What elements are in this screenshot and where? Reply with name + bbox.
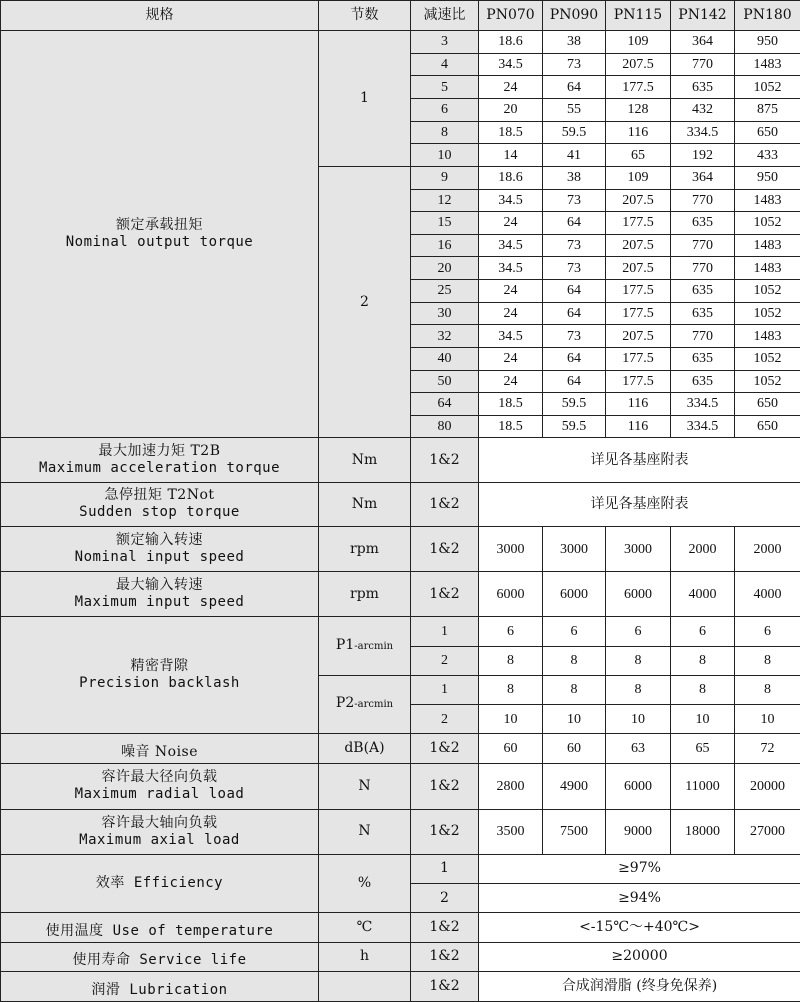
- header-model-pn070: PN070: [479, 1, 543, 31]
- max-accel-label: [1, 438, 319, 482]
- backlash-value-pn142: 10: [671, 704, 735, 733]
- backlash-value-pn090: 8: [543, 675, 606, 704]
- torque-value-pn180: 950: [735, 166, 800, 189]
- radial-load-value-pn180: 20000: [735, 764, 800, 809]
- lubrication-stage: 1&2: [411, 971, 479, 1001]
- label-cn: 最大输入转速: [116, 577, 203, 594]
- torque-value-pn142: 635: [671, 76, 735, 99]
- label-cn: 容许最大轴向负载: [101, 814, 218, 831]
- torque-value-pn180: 1483: [735, 257, 800, 280]
- max-accel-value: 详见各基座附表: [479, 438, 800, 482]
- torque-value-pn115: 177.5: [606, 280, 671, 303]
- radial-load-value-pn070: 2800: [479, 764, 543, 809]
- axial-load-stage: 1&2: [411, 809, 479, 854]
- torque-value-pn180: 1483: [735, 53, 800, 76]
- backlash-value-pn090: 10: [543, 704, 606, 733]
- torque-value-pn070: 18.5: [479, 121, 543, 144]
- ratio-cell: 5: [411, 76, 479, 99]
- backlash-label: [1, 617, 319, 734]
- temperature-label-text: 使用温度 Use of temperature: [45, 923, 274, 940]
- radial-load-label: [1, 764, 319, 809]
- backlash-value-pn115: 6: [606, 617, 671, 646]
- torque-value-pn142: 635: [671, 280, 735, 303]
- torque-value-pn090: 64: [543, 212, 606, 235]
- torque-value-pn142: 635: [671, 370, 735, 393]
- lubrication-label: [1, 971, 319, 1001]
- torque-value-pn070: 24: [479, 347, 543, 370]
- efficiency-unit: %: [319, 854, 411, 912]
- torque-value-pn142: 334.5: [671, 393, 735, 416]
- stage-2-label: 2: [319, 166, 411, 438]
- ratio-cell: 6: [411, 99, 479, 122]
- torque-value-pn142: 770: [671, 234, 735, 257]
- torque-value-pn090: 64: [543, 370, 606, 393]
- torque-value-pn115: 116: [606, 121, 671, 144]
- backlash-value-pn070: 8: [479, 675, 543, 704]
- torque-value-pn180: 1052: [735, 370, 800, 393]
- torque-value-pn090: 64: [543, 280, 606, 303]
- torque-value-pn115: 207.5: [606, 189, 671, 212]
- ratio-cell: 10: [411, 144, 479, 167]
- backlash-value-pn115: 8: [606, 646, 671, 675]
- torque-value-pn090: 73: [543, 325, 606, 348]
- label-en: Precision backlash: [79, 675, 240, 692]
- torque-value-pn142: 432: [671, 99, 735, 122]
- torque-value-pn142: 364: [671, 166, 735, 189]
- service-life-label-text: 使用寿命 Service life: [72, 951, 247, 968]
- torque-value-pn070: 18.5: [479, 415, 543, 438]
- torque-value-pn090: 59.5: [543, 121, 606, 144]
- axial-load-unit: N: [319, 809, 411, 854]
- radial-load-stage: 1&2: [411, 764, 479, 809]
- torque-value-pn142: 635: [671, 212, 735, 235]
- backlash-unit: -arcmin: [354, 699, 394, 711]
- torque-value-pn115: 116: [606, 415, 671, 438]
- temperature-stage: 1&2: [411, 913, 479, 943]
- backlash-value-pn090: 8: [543, 646, 606, 675]
- torque-value-pn142: 334.5: [671, 415, 735, 438]
- radial-load-row: [1, 764, 800, 809]
- torque-value-pn070: 24: [479, 76, 543, 99]
- nominal-torque-label: [1, 31, 319, 438]
- torque-value-pn090: 73: [543, 53, 606, 76]
- backlash-value-pn070: 8: [479, 646, 543, 675]
- axial-load-row: [1, 809, 800, 854]
- torque-value-pn115: 109: [606, 166, 671, 189]
- torque-value-pn142: 635: [671, 302, 735, 325]
- nominal-speed-stage: 1&2: [411, 526, 479, 571]
- ratio-cell: 30: [411, 302, 479, 325]
- noise-unit: dB(A): [319, 734, 411, 764]
- torque-value-pn070: 20: [479, 99, 543, 122]
- backlash-value-pn142: 6: [671, 617, 735, 646]
- header-model-pn115: PN115: [606, 1, 671, 31]
- nominal-speed-value-pn142: 2000: [671, 526, 735, 571]
- lubrication-unit: [319, 971, 411, 1001]
- max-speed-label: [1, 572, 319, 617]
- ratio-cell: 40: [411, 347, 479, 370]
- torque-value-pn180: 1483: [735, 189, 800, 212]
- stage-1-label: 1: [319, 31, 411, 167]
- torque-value-pn180: 433: [735, 144, 800, 167]
- torque-value-pn090: 73: [543, 257, 606, 280]
- ratio-cell: 50: [411, 370, 479, 393]
- backlash-unit: -arcmin: [354, 641, 394, 653]
- axial-load-value-pn090: 7500: [543, 809, 606, 854]
- ratio-cell: 15: [411, 212, 479, 235]
- ratio-cell: 64: [411, 393, 479, 416]
- backlash-value-pn115: 8: [606, 675, 671, 704]
- ratio-cell: 80: [411, 415, 479, 438]
- torque-value-pn090: 73: [543, 189, 606, 212]
- label-cn: 急停扭矩 T2Not: [104, 487, 215, 504]
- torque-value-pn070: 24: [479, 370, 543, 393]
- nominal-speed-unit: rpm: [319, 526, 411, 571]
- ratio-cell: 12: [411, 189, 479, 212]
- efficiency-row: [1, 854, 800, 883]
- efficiency-stage-2: 2: [411, 884, 479, 913]
- temperature-unit: ℃: [319, 913, 411, 943]
- torque-value-pn180: 650: [735, 393, 800, 416]
- axial-load-value-pn142: 18000: [671, 809, 735, 854]
- torque-value-pn115: 177.5: [606, 347, 671, 370]
- label-cn: 额定承载扭矩: [116, 217, 203, 234]
- backlash-value-pn070: 10: [479, 704, 543, 733]
- torque-value-pn115: 177.5: [606, 76, 671, 99]
- label-cn: 精密背隙: [130, 658, 189, 675]
- noise-value-pn115: 63: [606, 734, 671, 764]
- backlash-p1-label: [319, 617, 411, 675]
- ratio-cell: 16: [411, 234, 479, 257]
- torque-value-pn070: 18.6: [479, 31, 543, 54]
- service-life-row: [1, 943, 800, 971]
- lubrication-row: [1, 971, 800, 1001]
- torque-value-pn070: 34.5: [479, 234, 543, 257]
- max-accel-stage: 1&2: [411, 438, 479, 482]
- axial-load-value-pn070: 3500: [479, 809, 543, 854]
- backlash-value-pn180: 10: [735, 704, 800, 733]
- torque-value-pn180: 1052: [735, 212, 800, 235]
- torque-value-pn115: 128: [606, 99, 671, 122]
- torque-value-pn142: 770: [671, 325, 735, 348]
- torque-value-pn142: 192: [671, 144, 735, 167]
- torque-value-pn115: 207.5: [606, 325, 671, 348]
- torque-value-pn090: 64: [543, 302, 606, 325]
- torque-value-pn115: 177.5: [606, 302, 671, 325]
- ratio-cell: 32: [411, 325, 479, 348]
- ratio-cell: 8: [411, 121, 479, 144]
- max-speed-value-pn070: 6000: [479, 572, 543, 617]
- torque-value-pn115: 109: [606, 31, 671, 54]
- noise-stage: 1&2: [411, 734, 479, 764]
- emergency-value: 详见各基座附表: [479, 482, 800, 526]
- torque-value-pn090: 64: [543, 76, 606, 99]
- temperature-value: <-15℃～+40℃>: [479, 913, 800, 943]
- torque-value-pn090: 41: [543, 144, 606, 167]
- torque-value-pn090: 38: [543, 31, 606, 54]
- header-model-pn142: PN142: [671, 1, 735, 31]
- efficiency-label: [1, 854, 319, 912]
- ratio-cell: 4: [411, 53, 479, 76]
- header-stages: 节数: [319, 1, 411, 31]
- nominal-speed-value-pn115: 3000: [606, 526, 671, 571]
- backlash-stage: 2: [411, 704, 479, 733]
- torque-value-pn180: 1052: [735, 347, 800, 370]
- max-speed-unit: rpm: [319, 572, 411, 617]
- nominal-speed-row: [1, 526, 800, 571]
- backlash-stage: 1: [411, 675, 479, 704]
- service-life-label: [1, 943, 319, 971]
- backlash-stage: 2: [411, 646, 479, 675]
- torque-value-pn090: 55: [543, 99, 606, 122]
- axial-load-label: [1, 809, 319, 854]
- label-en: Nominal output torque: [65, 234, 254, 251]
- torque-value-pn115: 177.5: [606, 212, 671, 235]
- ratio-cell: 3: [411, 31, 479, 54]
- radial-load-value-pn115: 6000: [606, 764, 671, 809]
- noise-label-text: 噪音 Noise: [120, 744, 199, 761]
- torque-value-pn180: 950: [735, 31, 800, 54]
- noise-value-pn142: 65: [671, 734, 735, 764]
- noise-label: [1, 734, 319, 764]
- label-en: Maximum axial load: [79, 831, 240, 848]
- backlash-value-pn090: 6: [543, 617, 606, 646]
- torque-row: [1, 31, 800, 54]
- lubrication-label-text: 润滑 Lubrication: [91, 982, 228, 998]
- header-ratio: 减速比: [411, 1, 479, 31]
- torque-value-pn115: 207.5: [606, 257, 671, 280]
- torque-value-pn142: 635: [671, 347, 735, 370]
- emergency-row: [1, 482, 800, 526]
- torque-value-pn115: 116: [606, 393, 671, 416]
- label-en: Maximum input speed: [74, 594, 245, 611]
- torque-value-pn090: 64: [543, 347, 606, 370]
- radial-load-value-pn090: 4900: [543, 764, 606, 809]
- max-accel-row: [1, 438, 800, 482]
- header-model-pn180: PN180: [735, 1, 800, 31]
- backlash-value-pn180: 8: [735, 646, 800, 675]
- temperature-label: [1, 913, 319, 943]
- nominal-speed-value-pn070: 3000: [479, 526, 543, 571]
- label-cn: 最大加速力矩 T2B: [98, 443, 221, 460]
- axial-load-value-pn115: 9000: [606, 809, 671, 854]
- radial-load-unit: N: [319, 764, 411, 809]
- torque-value-pn180: 875: [735, 99, 800, 122]
- torque-value-pn090: 38: [543, 166, 606, 189]
- torque-value-pn070: 14: [479, 144, 543, 167]
- torque-value-pn070: 24: [479, 302, 543, 325]
- spec-table-body: [1, 1, 800, 1002]
- noise-value-pn070: 60: [479, 734, 543, 764]
- backlash-value-pn142: 8: [671, 646, 735, 675]
- max-speed-row: [1, 572, 800, 617]
- backlash-row: [1, 617, 800, 646]
- backlash-value-pn115: 10: [606, 704, 671, 733]
- emergency-label: [1, 482, 319, 526]
- torque-value-pn070: 18.5: [479, 393, 543, 416]
- service-life-value: ≥20000: [479, 943, 800, 971]
- backlash-stage: 1: [411, 617, 479, 646]
- label-en: Maximum acceleration torque: [38, 460, 281, 477]
- temperature-row: [1, 913, 800, 943]
- torque-value-pn142: 364: [671, 31, 735, 54]
- label-cn: 容许最大径向负载: [101, 769, 218, 786]
- backlash-class: P1: [335, 637, 355, 654]
- torque-value-pn180: 1052: [735, 76, 800, 99]
- efficiency-label-text: 效率 Efficiency: [95, 875, 224, 892]
- ratio-cell: 25: [411, 280, 479, 303]
- torque-value-pn180: 1483: [735, 325, 800, 348]
- torque-value-pn180: 1483: [735, 234, 800, 257]
- torque-value-pn090: 73: [543, 234, 606, 257]
- max-speed-value-pn090: 6000: [543, 572, 606, 617]
- max-speed-value-pn180: 4000: [735, 572, 800, 617]
- label-en: Maximum radial load: [74, 786, 245, 803]
- label-en: Nominal input speed: [74, 549, 245, 566]
- emergency-stage: 1&2: [411, 482, 479, 526]
- max-speed-value-pn115: 6000: [606, 572, 671, 617]
- efficiency-value-1: ≥97%: [479, 854, 800, 883]
- noise-row: [1, 734, 800, 764]
- torque-value-pn142: 770: [671, 257, 735, 280]
- nominal-speed-value-pn090: 3000: [543, 526, 606, 571]
- torque-value-pn115: 177.5: [606, 370, 671, 393]
- emergency-unit: Nm: [319, 482, 411, 526]
- torque-value-pn115: 207.5: [606, 53, 671, 76]
- max-accel-unit: Nm: [319, 438, 411, 482]
- backlash-value-pn180: 6: [735, 617, 800, 646]
- ratio-cell: 20: [411, 257, 479, 280]
- efficiency-stage-1: 1: [411, 854, 479, 883]
- backlash-value-pn180: 8: [735, 675, 800, 704]
- max-speed-value-pn142: 4000: [671, 572, 735, 617]
- label-cn: 额定输入转速: [116, 532, 203, 549]
- ratio-cell: 9: [411, 166, 479, 189]
- header-model-pn090: PN090: [543, 1, 606, 31]
- service-life-unit: h: [319, 943, 411, 971]
- max-speed-stage: 1&2: [411, 572, 479, 617]
- header-row: [1, 1, 800, 31]
- radial-load-value-pn142: 11000: [671, 764, 735, 809]
- backlash-value-pn142: 8: [671, 675, 735, 704]
- nominal-speed-value-pn180: 2000: [735, 526, 800, 571]
- noise-value-pn090: 60: [543, 734, 606, 764]
- torque-value-pn142: 770: [671, 189, 735, 212]
- torque-value-pn070: 24: [479, 280, 543, 303]
- label-en: Sudden stop torque: [79, 504, 240, 521]
- nominal-speed-label: [1, 526, 319, 571]
- torque-value-pn090: 59.5: [543, 415, 606, 438]
- backlash-p2-label: [319, 675, 411, 733]
- torque-value-pn070: 34.5: [479, 325, 543, 348]
- torque-value-pn180: 650: [735, 415, 800, 438]
- torque-value-pn070: 34.5: [479, 189, 543, 212]
- torque-value-pn090: 59.5: [543, 393, 606, 416]
- torque-value-pn070: 34.5: [479, 53, 543, 76]
- noise-value-pn180: 72: [735, 734, 800, 764]
- axial-load-value-pn180: 27000: [735, 809, 800, 854]
- torque-value-pn070: 18.6: [479, 166, 543, 189]
- torque-value-pn142: 770: [671, 53, 735, 76]
- torque-value-pn070: 24: [479, 212, 543, 235]
- torque-value-pn180: 650: [735, 121, 800, 144]
- torque-value-pn142: 334.5: [671, 121, 735, 144]
- header-spec: 规格: [1, 1, 319, 31]
- torque-value-pn070: 34.5: [479, 257, 543, 280]
- torque-value-pn115: 207.5: [606, 234, 671, 257]
- backlash-class: P2: [335, 695, 355, 712]
- lubrication-value: 合成润滑脂 (终身免保养): [479, 971, 800, 1001]
- backlash-value-pn070: 6: [479, 617, 543, 646]
- service-life-stage: 1&2: [411, 943, 479, 971]
- torque-value-pn180: 1052: [735, 302, 800, 325]
- efficiency-value-2: ≥94%: [479, 884, 800, 913]
- torque-value-pn115: 65: [606, 144, 671, 167]
- torque-value-pn180: 1052: [735, 280, 800, 303]
